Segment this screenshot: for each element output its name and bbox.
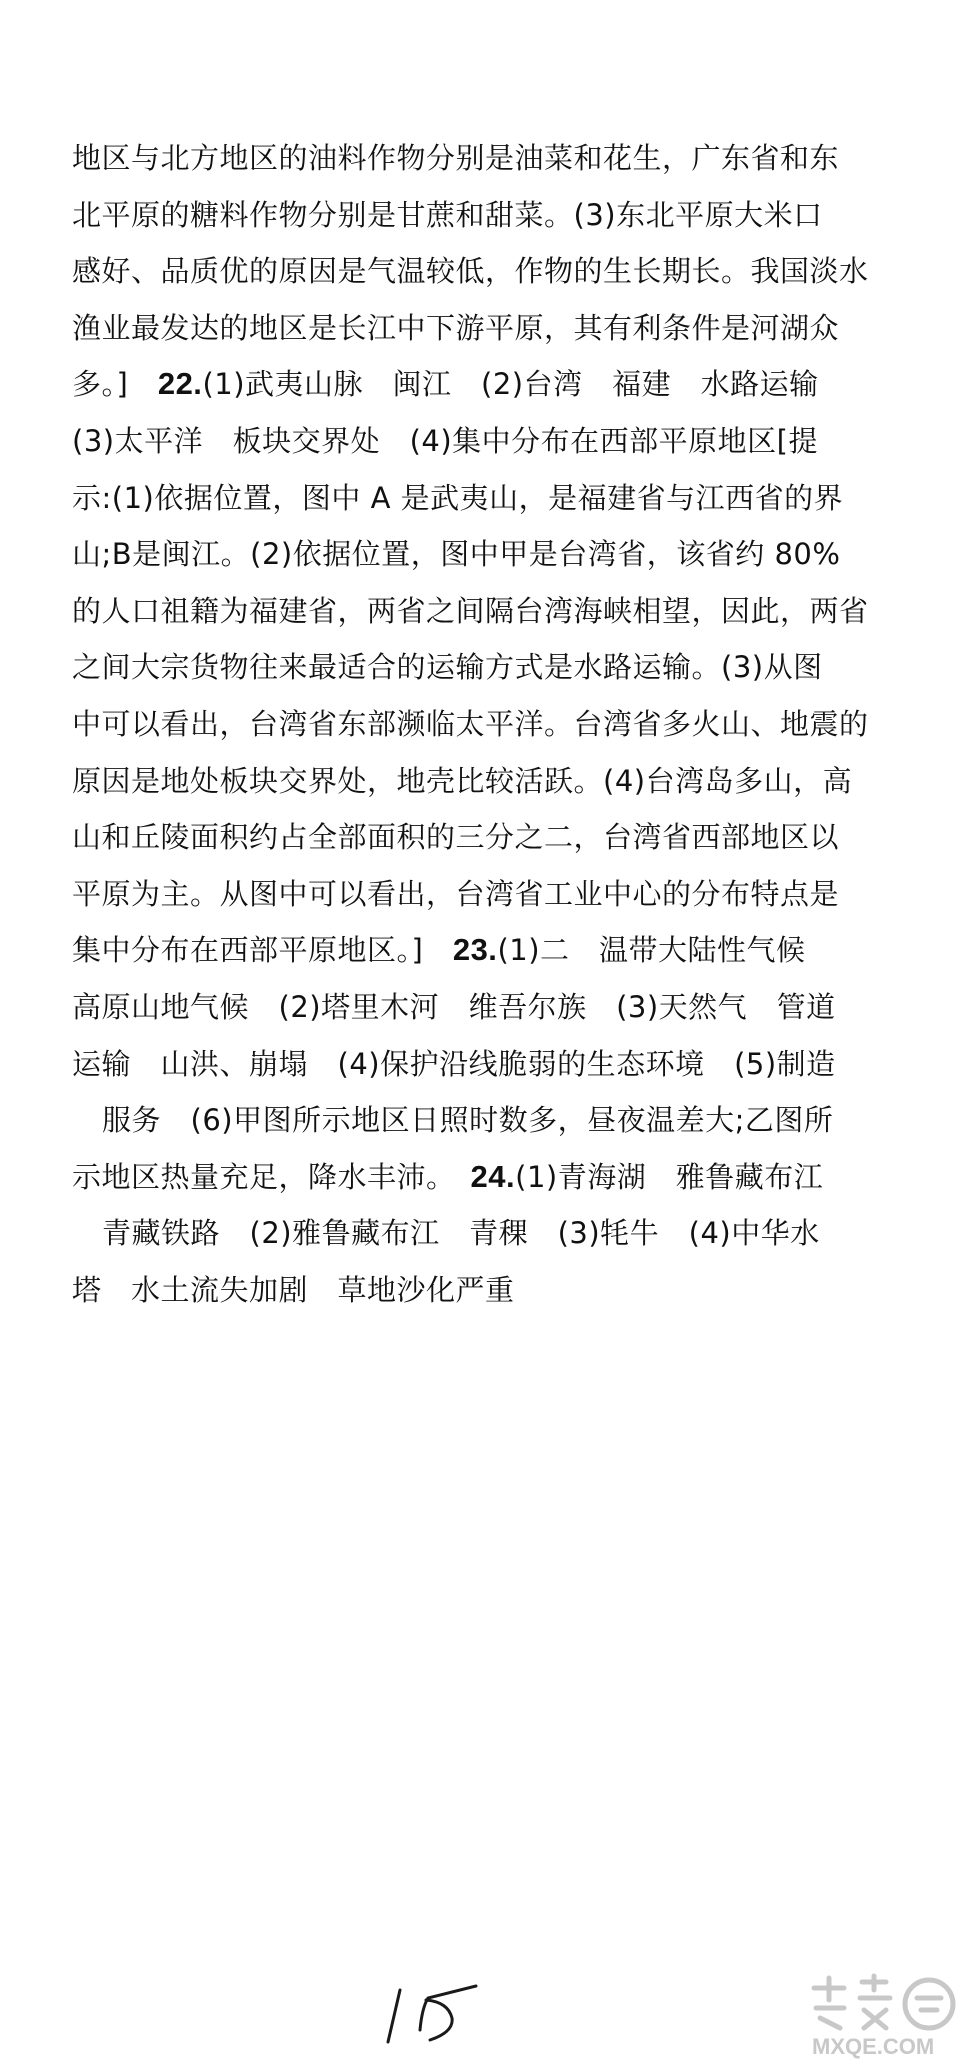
line-text: (1)二 温带大陆性气候 xyxy=(497,933,806,968)
text-line xyxy=(72,468,844,528)
text-line xyxy=(72,241,869,301)
text-line xyxy=(72,524,841,584)
text-line xyxy=(72,807,840,867)
line-text: 之间大宗货物往来最适合的运输方式是水路运输。(3)从图 xyxy=(72,650,823,685)
line-text: 感好、品质优的原因是气温较低，作物的生长期长。我国淡水 xyxy=(72,254,869,289)
line-text: 北平原的糖料作物分别是甘蔗和甜菜。(3)东北平原大米口 xyxy=(72,197,823,232)
text-line xyxy=(72,1260,832,1320)
line-text: 渔业最发达的地区是长江中下游平原，其有利条件是河湖众 xyxy=(72,310,840,345)
text-line xyxy=(72,128,840,188)
line-text: (1)武夷山脉 闽江 (2)台湾 福建 水路运输 xyxy=(202,367,819,402)
line-text: 平原为主。从图中可以看出，台湾省工业中心的分布特点是 xyxy=(72,876,840,911)
line-text: 青藏铁路 (2)雅鲁藏布江 青稞 (3)牦牛 (4)中华水 xyxy=(102,1216,820,1251)
text-line xyxy=(72,864,840,924)
text-line xyxy=(72,1147,832,1207)
line-text: 塔 水土流失加剧 草地沙化严重 xyxy=(72,1273,515,1307)
text-line xyxy=(72,185,832,245)
handwritten-page-number xyxy=(378,1960,498,2050)
text-line xyxy=(102,1090,862,1150)
line-text: 服务 (6)甲图所示地区日照时数多，昼夜温差大;乙图所 xyxy=(102,1103,834,1138)
line-text: 高原山地气候 (2)塔里木河 维吾尔族 (3)天然气 管道 xyxy=(72,990,836,1024)
line-text: (3)太平洋 板块交界处 (4)集中分布在西部平原地区[提 xyxy=(72,424,818,458)
line-text: 运输 山洪、崩塌 (4)保护沿线脆弱的生态环境 (5)制造 xyxy=(72,1046,836,1081)
text-line xyxy=(72,581,869,641)
line-text: 示:(1)依据位置，图中 A 是武夷山，是福建省与江西省的界 xyxy=(72,480,844,515)
line-lead-text: 集中分布在西部平原地区。] xyxy=(72,933,453,968)
line-lead-text: 示地区热量充足，降水丰沛。 xyxy=(72,1159,471,1194)
question-number: 23. xyxy=(452,932,498,968)
line-text: 的人口祖籍为福建省，两省之间隔台湾海峡相望，因此，两省 xyxy=(72,593,869,628)
line-text: 山和丘陵面积约占全部面积的三分之二，台湾省西部地区以 xyxy=(72,820,840,855)
text-line xyxy=(72,354,832,414)
text-line xyxy=(72,920,832,980)
watermark-site-text: MXQE.COM xyxy=(812,2034,935,2059)
line-lead-text: 多。] xyxy=(72,367,158,402)
line-text: 中可以看出，台湾省东部濒临太平洋。台湾省多火山、地震的 xyxy=(72,707,869,741)
text-line xyxy=(102,1203,862,1263)
question-number: 22. xyxy=(157,366,203,402)
line-text: (1)青海湖 雅鲁藏布江 xyxy=(515,1159,824,1194)
text-line xyxy=(72,298,840,358)
line-text: 地区与北方地区的油料作物分别是油菜和花生，广东省和东 xyxy=(72,141,840,175)
line-text: 原因是地处板块交界处，地壳比较活跃。(4)台湾岛多山，高 xyxy=(72,763,853,798)
line-text: 山;B是闽江。(2)依据位置，图中甲是台湾省，该省约 80% xyxy=(72,537,841,572)
text-line xyxy=(72,637,832,697)
question-number: 24. xyxy=(470,1158,516,1194)
text-line xyxy=(72,977,836,1037)
text-line xyxy=(72,411,832,471)
text-line xyxy=(72,751,853,811)
text-line xyxy=(72,694,869,754)
site-watermark-logo xyxy=(804,1970,959,2062)
text-line xyxy=(72,1034,836,1094)
